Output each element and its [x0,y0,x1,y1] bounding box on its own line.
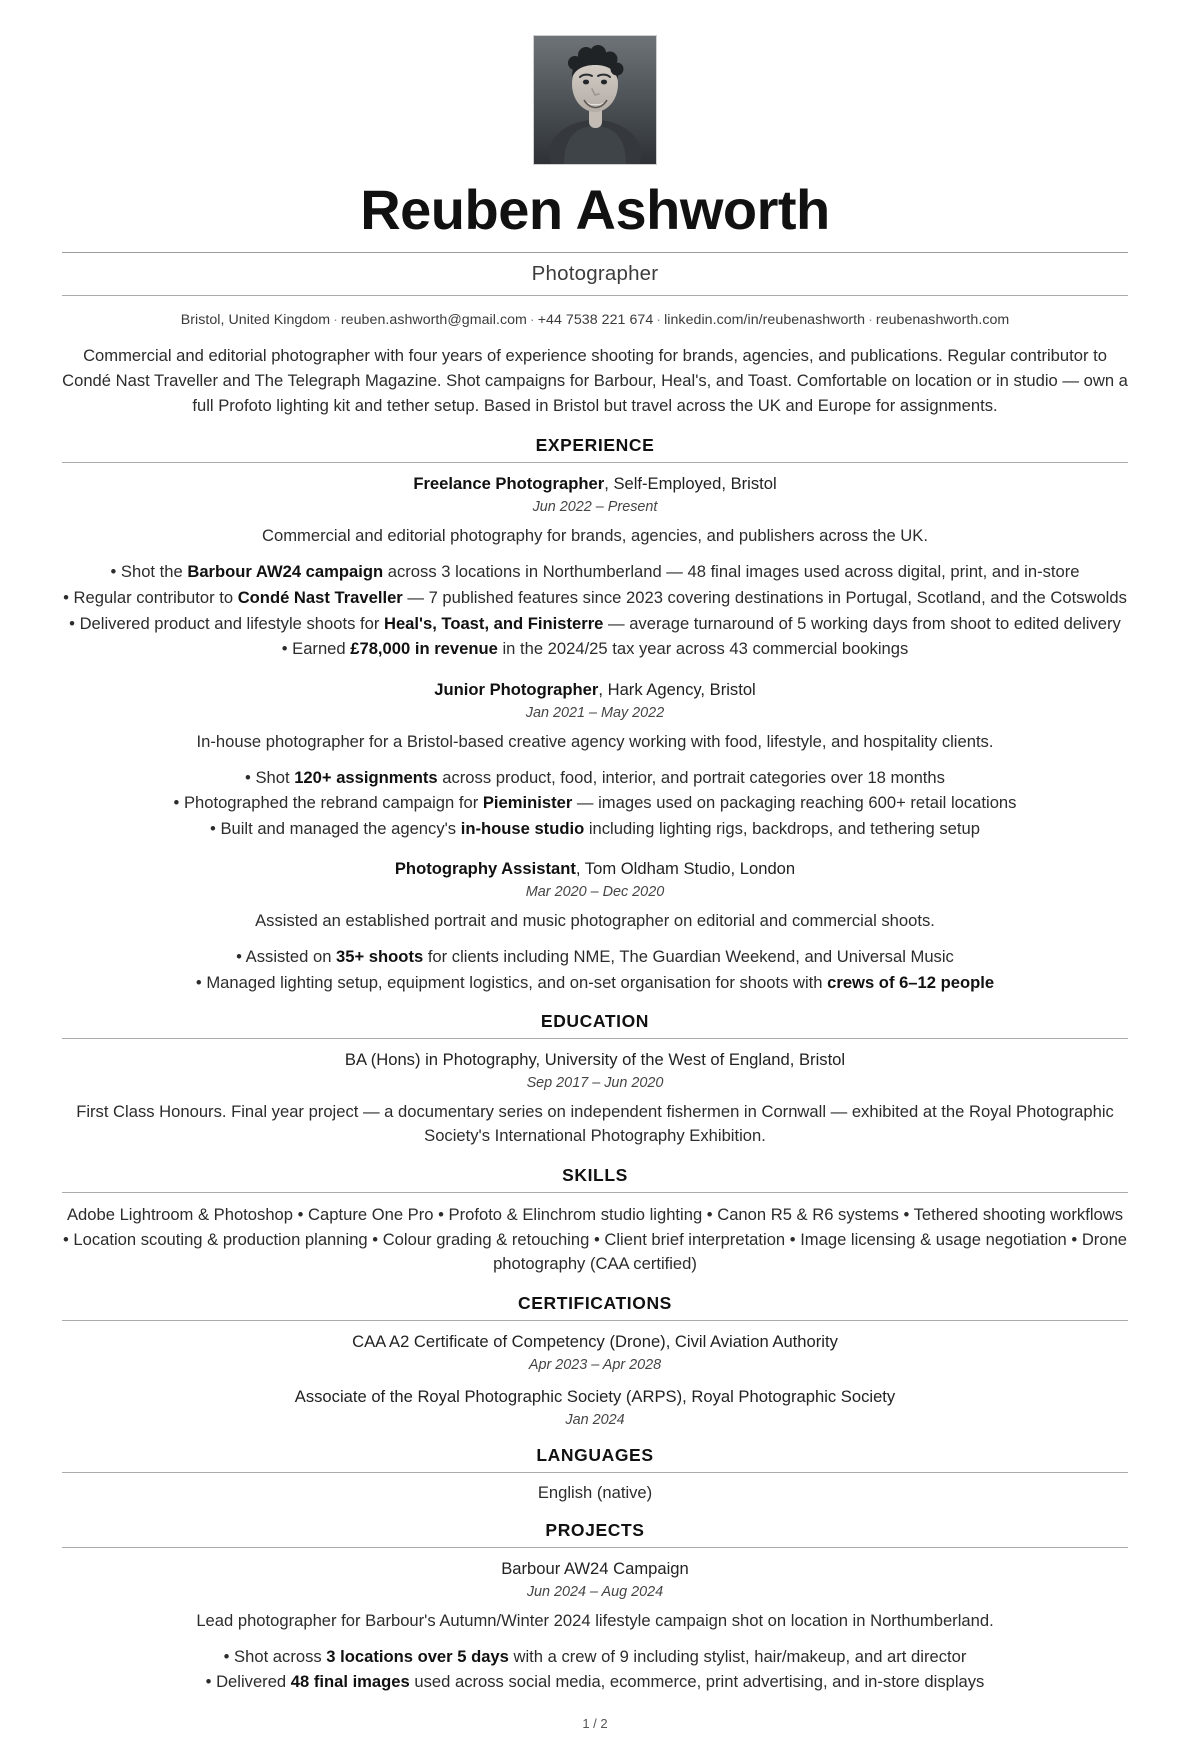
contact-email[interactable]: reuben.ashworth@gmail.com [340,311,527,328]
experience-entries [62,463,1128,994]
entry-dates: Jan 2021 – May 2022 [525,704,665,721]
bullet-text: — average turnaround of 5 working days from shoot to edited delivery [603,613,1121,633]
entry-organisation: , Self-Employed, Bristol [604,474,777,494]
bullet-highlight: crews of 6–12 people [827,972,995,992]
skill-item: Canon R5 & R6 systems [717,1205,899,1225]
section-certifications [62,1293,1128,1428]
project-name: Barbour AW24 Campaign [501,1558,689,1578]
bullet-text: Assisted on [245,947,337,967]
project-entry [62,1558,1128,1694]
bullet-marker: • [173,793,184,813]
certification-entry [62,1331,1128,1373]
section-heading-projects: PROJECTS [545,1519,645,1540]
bullet-text: Managed lighting setup, equipment logistics, and on-set organisation for shoots with [206,972,828,992]
skill-item: Capture One Pro [308,1205,434,1225]
entry-title [62,858,1128,881]
section-heading-skills: SKILLS [562,1165,628,1186]
entry-role: Junior Photographer [434,679,599,699]
bullet-highlight: £78,000 in revenue [350,639,498,659]
bullet-highlight: in-house studio [460,818,585,838]
skill-item: Client brief interpretation [604,1229,786,1249]
skill-separator: • [898,1205,914,1225]
project-entries [62,1548,1128,1694]
contact-phone[interactable]: +44 7538 221 674 [537,311,654,328]
project-dates: Jun 2024 – Aug 2024 [526,1583,664,1600]
section-heading-certifications: CERTIFICATIONS [518,1292,672,1313]
contact-separator: · [656,311,662,328]
bullet-list [62,945,1128,994]
bullet-item [62,791,1128,815]
section-experience [62,435,1128,994]
certification-name: CAA A2 Certificate of Competency (Drone), Civil Aviation Authority [352,1331,838,1351]
entry-title [62,679,1128,702]
education-entries [62,1039,1128,1148]
education-entry [62,1049,1128,1148]
bullet-text: Built and managed the agency's [220,818,461,838]
bullet-text: Delivered product and lifestyle shoots for [79,613,384,633]
skill-separator: • [785,1229,801,1249]
bullet-item [62,1645,1128,1669]
bullet-item [62,971,1128,995]
entry-description: In-house photographer for a Bristol-based creative agency working with food, lifestyle, and hospitality clients. [196,731,994,751]
bullet-text: across product, food, interior, and portrait categories over 18 months [437,767,945,787]
contact-separator: · [529,311,535,328]
section-skills [62,1165,1128,1276]
page-indicator: 1 / 2 [582,1715,608,1731]
education-description: First Class Honours. Final year project — a documentary series on independent fishermen in Cornwall — exhibited at the Royal Photographic Society's International Photography Exhibition. [76,1102,1114,1146]
contact-line [62,312,1128,328]
education-dates: Sep 2017 – Jun 2020 [526,1075,664,1092]
bullet-highlight: 48 final images [290,1672,410,1692]
bullet-text: Shot across [234,1646,327,1666]
bullet-item [62,817,1128,841]
bullet-marker: • [210,818,221,838]
bullet-text: including lighting rigs, backdrops, and tethering setup [584,818,980,838]
bullet-list [62,766,1128,841]
bullet-item [62,945,1128,969]
bullet-highlight: Pieminister [482,793,573,813]
bullet-marker: • [69,613,80,633]
skills-list [62,1203,1128,1276]
bullet-highlight: 120+ assignments [294,767,438,787]
bullet-highlight: Condé Nast Traveller [237,587,403,607]
bullet-marker: • [195,972,207,992]
skill-item: Adobe Lightroom & Photoshop [66,1205,294,1225]
bullet-text: across 3 locations in Northumberland — 48 final images used across digital, print, and in-store [383,562,1080,582]
language-item: English (native) [537,1482,653,1502]
bullet-item [62,560,1128,584]
section-heading-education: EDUCATION [540,1011,650,1032]
bullet-text: in the 2024/25 tax year across 43 commercial bookings [497,639,909,659]
bullet-text: Shot [255,767,295,787]
bullet-highlight: Heal's, Toast, and Finisterre [383,613,604,633]
entry-role: Photography Assistant [394,859,576,879]
contact-separator: · [868,311,873,328]
skill-separator: • [702,1205,718,1225]
avatar [533,35,657,165]
skill-item: Location scouting & production planning [73,1229,368,1249]
bullet-list [62,1645,1128,1694]
skill-item: Drone photography (CAA certified) [493,1229,1128,1273]
bullet-marker: • [110,562,121,582]
skill-item: Tethered shooting workflows [913,1205,1124,1225]
bullet-text: — 7 published features since 2023 covering destinations in Portugal, Scotland, and the Cotswolds [402,587,1127,607]
skill-separator: • [1066,1229,1082,1249]
entry-organisation: , Tom Oldham Studio, London [575,859,796,879]
contact-location: Bristol, United Kingdom [180,311,331,328]
bullet-item [62,586,1128,610]
bullet-highlight: Barbour AW24 campaign [187,562,384,582]
headline: Photographer [531,261,659,285]
contact-separator: · [333,311,338,328]
bullet-text: Photographed the rebrand campaign for [183,793,483,813]
section-education [62,1011,1128,1148]
entry-role: Freelance Photographer [413,474,605,494]
certification-entries [62,1321,1128,1428]
skill-item: Image licensing & usage negotiation [800,1229,1067,1249]
bullet-item [62,612,1128,636]
bullet-item [62,637,1128,661]
bullet-marker: • [236,947,246,967]
skill-separator: • [589,1229,605,1249]
section-languages [62,1445,1128,1503]
page-title: Reuben Ashworth [360,178,830,241]
skill-separator: • [293,1205,309,1225]
bullet-text: Earned [292,639,351,659]
bullet-marker: • [281,639,293,659]
certification-name: Associate of the Royal Photographic Society (ARPS), Royal Photographic Society [294,1386,896,1406]
bullet-item [62,1670,1128,1694]
bullet-marker: • [63,587,74,607]
skill-separator: • [367,1229,383,1249]
skill-item: Colour grading & retouching [382,1229,590,1249]
skill-separator: • [62,1229,74,1249]
entry-description: Commercial and editorial photography for brands, agencies, and publishers across the UK. [262,526,928,546]
entry-dates: Jun 2022 – Present [532,499,658,516]
experience-entry [62,858,1128,994]
contact-linkedin[interactable]: linkedin.com/in/reubenashworth [664,311,866,328]
bullet-text: Regular contributor to [73,587,238,607]
bullet-text: for clients including NME, The Guardian Weekend, and Universal Music [423,947,954,967]
bullet-marker: • [205,1672,217,1692]
bullet-highlight: 3 locations over 5 days [326,1646,509,1666]
photo-container [62,35,1128,165]
certification-dates: Jan 2024 [565,1411,625,1428]
bullet-text: Delivered [216,1672,291,1692]
entry-organisation: , Hark Agency, Bristol [598,679,756,699]
section-heading-experience: EXPERIENCE [535,435,655,456]
entry-dates: Mar 2020 – Dec 2020 [525,884,665,901]
skill-separator: • [433,1205,449,1225]
bullet-text: with a crew of 9 including stylist, hair/makeup, and art director [508,1646,967,1666]
bullet-text: — images used on packaging reaching 600+ retail locations [572,793,1017,813]
contact-website[interactable]: reubenashworth.com [875,311,1010,328]
bullet-marker: • [223,1646,235,1666]
education-degree: BA (Hons) in Photography, University of the West of England, Bristol [344,1050,846,1070]
professional-summary: Commercial and editorial photographer with four years of experience shooting for brands, agencies, and publications. Regular contributor to Condé Nast Traveller and The Telegraph Magazine. Shot campaigns for Barbour, Heal's, and Toast. Comfortable on location or in studio — own a full Profoto lighting kit and tether setup. Based in Bristol but travel across the UK and Europe for assignments. [62,345,1128,415]
certification-entry [62,1386,1128,1428]
section-heading-languages: LANGUAGES [536,1444,654,1465]
entry-description: Assisted an established portrait and music photographer on editorial and commercial shoots. [255,911,935,931]
bullet-text: used across social media, ecommerce, print advertising, and in-store displays [409,1672,985,1692]
section-projects [62,1520,1128,1694]
bullet-highlight: 35+ shoots [336,947,424,967]
experience-entry [62,473,1128,660]
bullet-list [62,560,1128,660]
certification-dates: Apr 2023 – Apr 2028 [528,1356,662,1373]
divider-below-headline [62,295,1128,296]
project-description: Lead photographer for Barbour's Autumn/Winter 2024 lifestyle campaign shot on location in Northumberland. [196,1610,994,1630]
bullet-item [62,766,1128,790]
bullet-text: Shot the [120,562,188,582]
bullet-marker: • [245,767,256,787]
skill-item: Profoto & Elinchrom studio lighting [448,1205,703,1225]
experience-entry [62,679,1128,841]
entry-title [62,473,1128,496]
